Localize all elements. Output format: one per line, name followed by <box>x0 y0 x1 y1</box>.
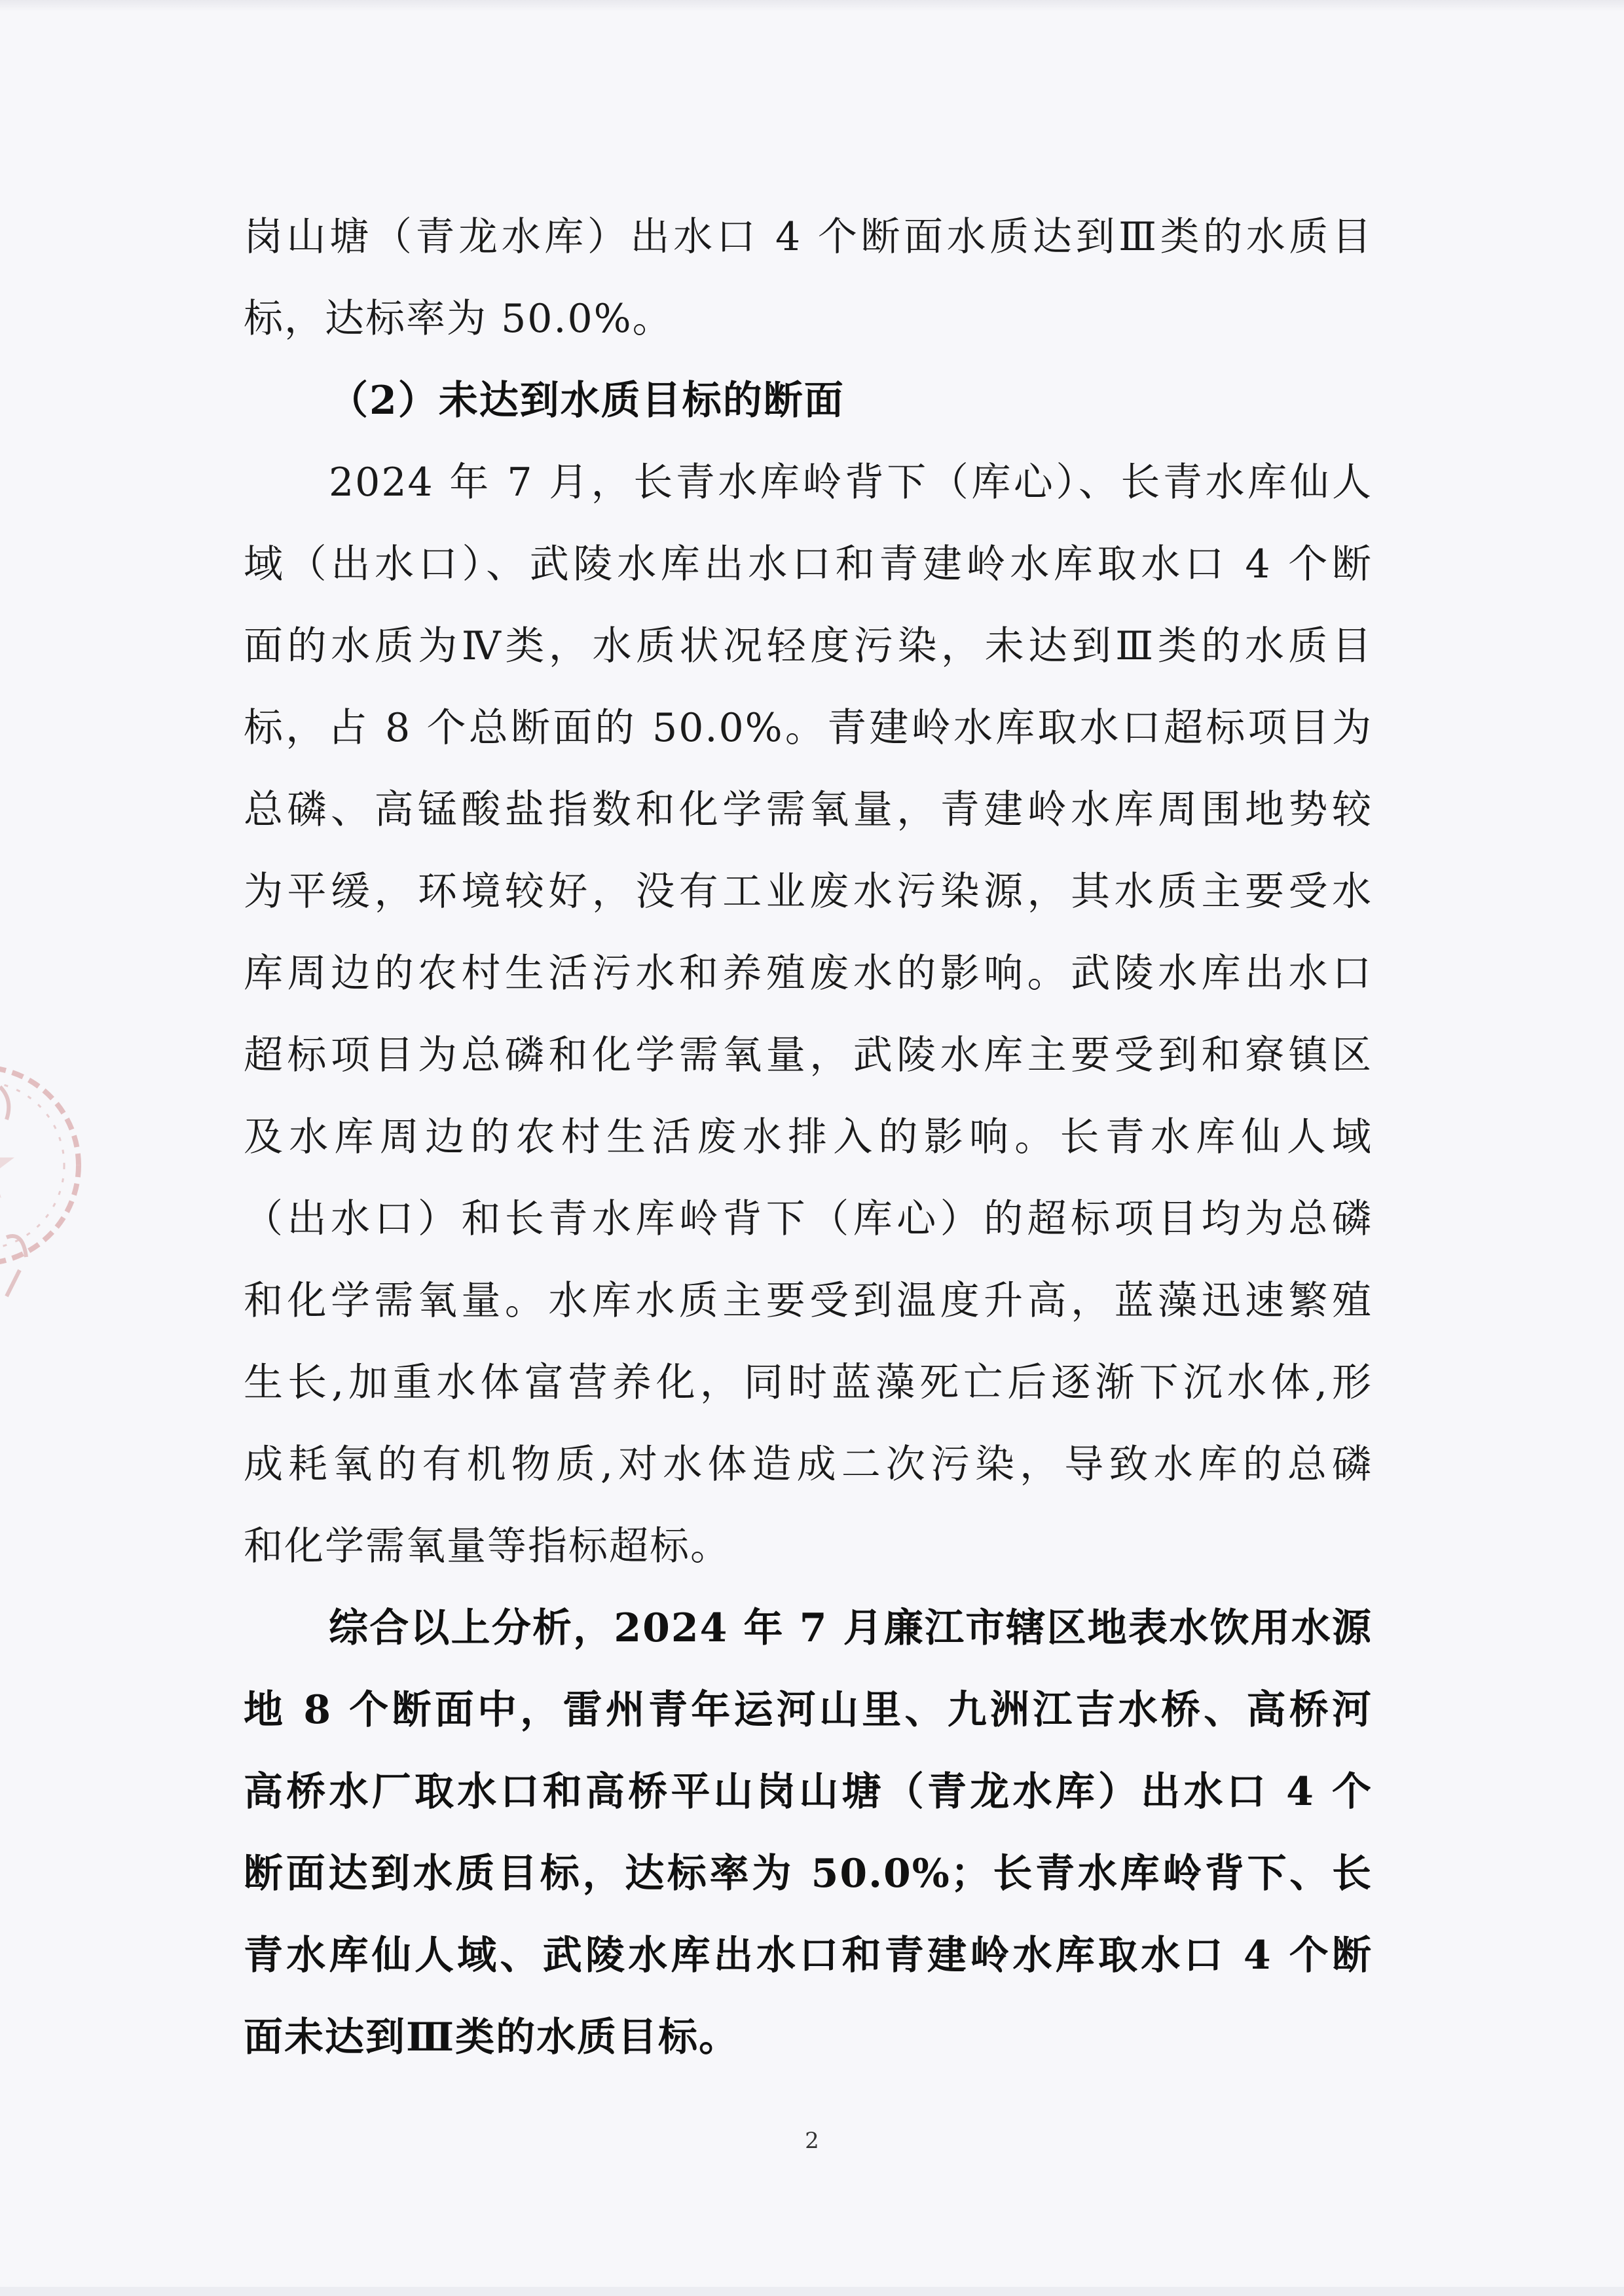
text-line: 和化学需氧量。水库水质主要受到温度升高，蓝藻迅速繁殖 <box>244 1278 1373 1324</box>
text-line: 面的水质为Ⅳ类，水质状况轻度污染，未达到Ⅲ类的水质目 <box>244 623 1373 669</box>
text-line: （出水口）和长青水库岭背下（库心）的超标项目均为总磷 <box>244 1196 1373 1242</box>
page-top-edge <box>0 0 1624 12</box>
text-line: 超标项目为总磷和化学需氧量，武陵水库主要受到和寮镇区 <box>244 1032 1373 1078</box>
text-line: 高桥水厂取水口和高桥平山岗山塘（青龙水库）出水口 4 个 <box>244 1769 1373 1815</box>
paragraph-intro <box>244 196 1373 360</box>
text-line: 为平缓，环境较好，没有工业废水污染源，其水质主要受水 <box>244 869 1373 915</box>
text-line: 标，占 8 个总断面的 50.0%。青建岭水库取水口超标项目为 <box>244 705 1373 751</box>
text-line: 总磷、高锰酸盐指数和化学需氧量，青建岭水库周围地势较 <box>244 787 1373 833</box>
text-line: 2024 年 7 月，长青水库岭背下（库心）、长青水库仙人 <box>329 460 1373 505</box>
official-seal-stamp <box>0 1002 85 1329</box>
text-line: 青水库仙人域、武陵水库出水口和青建岭水库取水口 4 个断 <box>244 1933 1373 1978</box>
text-line: 域（出水口）、武陵水库出水口和青建岭水库取水口 4 个断 <box>244 541 1373 587</box>
text-line: 标，达标率为 50.0%。 <box>244 296 673 342</box>
text-line: 地 8 个断面中，雷州青年运河山里、九洲江吉水桥、高桥河 <box>244 1687 1373 1733</box>
paragraph-summary <box>244 1588 1373 2079</box>
paragraph-detail <box>244 442 1373 1588</box>
text-line: 成耗氧的有机物质,对水体造成二次污染，导致水库的总磷 <box>244 1442 1373 1487</box>
text-line: 和化学需氧量等指标超标。 <box>244 1523 731 1569</box>
document-body <box>244 196 1373 2079</box>
text-line: 及水库周边的农村生活废水排入的影响。长青水库仙人域 <box>244 1114 1373 1160</box>
text-line: 库周边的农村生活污水和养殖废水的影响。武陵水库出水口 <box>244 951 1373 996</box>
text-line: 生长,加重水体富营养化，同时蓝藻死亡后逐渐下沉水体,形 <box>244 1360 1373 1406</box>
page-number: 2 <box>805 2128 819 2154</box>
text-line: 岗山塘（青龙水库）出水口 4 个断面水质达到Ⅲ类的水质目 <box>244 214 1373 260</box>
text-line: 断面达到水质目标，达标率为 50.0%；长青水库岭背下、长 <box>244 1851 1373 1897</box>
page-bottom-edge <box>0 2287 1624 2296</box>
text-line: 面未达到Ⅲ类的水质目标。 <box>244 2014 740 2060</box>
section-heading: （2）未达到水质目标的断面 <box>329 378 845 424</box>
text-line: 综合以上分析，2024 年 7 月廉江市辖区地表水饮用水源 <box>329 1605 1373 1651</box>
